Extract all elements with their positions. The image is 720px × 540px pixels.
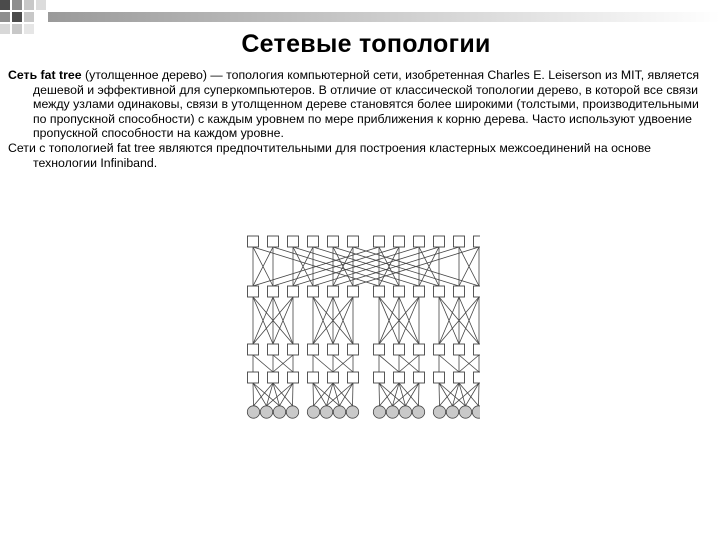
switch-node bbox=[374, 344, 385, 355]
switch-node bbox=[288, 372, 299, 383]
switch-node bbox=[268, 344, 279, 355]
switch-node bbox=[308, 236, 319, 247]
switch-node bbox=[348, 286, 359, 297]
switch-node bbox=[474, 236, 481, 247]
switch-node bbox=[394, 236, 405, 247]
leaf-node bbox=[333, 406, 345, 418]
switch-node bbox=[268, 236, 279, 247]
link-line bbox=[379, 355, 399, 372]
switch-node bbox=[328, 344, 339, 355]
switch-node bbox=[308, 372, 319, 383]
link-line bbox=[439, 355, 459, 372]
switch-node bbox=[474, 286, 481, 297]
switch-node bbox=[474, 344, 481, 355]
link-line bbox=[419, 383, 420, 406]
switch-node bbox=[394, 344, 405, 355]
deco-square bbox=[0, 0, 10, 10]
switch-node bbox=[248, 372, 259, 383]
leaf-node bbox=[412, 406, 424, 418]
link-line bbox=[479, 383, 480, 406]
paragraph-fat-tree bbox=[8, 68, 708, 141]
switch-node bbox=[328, 286, 339, 297]
switch-node bbox=[434, 286, 445, 297]
link-line bbox=[253, 355, 273, 372]
switch-node bbox=[288, 344, 299, 355]
switch-node bbox=[454, 344, 465, 355]
switch-node bbox=[248, 236, 259, 247]
switch-node bbox=[374, 286, 385, 297]
switch-node bbox=[248, 344, 259, 355]
leaf-node bbox=[433, 406, 445, 418]
switch-node bbox=[434, 344, 445, 355]
deco-square bbox=[0, 12, 10, 22]
switch-node bbox=[414, 236, 425, 247]
deco-square bbox=[24, 0, 34, 10]
link-line bbox=[466, 383, 480, 406]
link-line bbox=[253, 383, 254, 406]
deco-square bbox=[12, 12, 22, 22]
leaf-node bbox=[399, 406, 411, 418]
leaf-node bbox=[247, 406, 259, 418]
leaf-node bbox=[273, 406, 285, 418]
switch-node bbox=[288, 236, 299, 247]
fat-tree-diagram bbox=[236, 230, 480, 420]
switch-node bbox=[328, 372, 339, 383]
link-line bbox=[313, 383, 314, 406]
link-line bbox=[379, 383, 380, 406]
leaf-node bbox=[386, 406, 398, 418]
switch-node bbox=[454, 372, 465, 383]
switch-node bbox=[268, 286, 279, 297]
leaf-node bbox=[260, 406, 272, 418]
switch-node bbox=[414, 286, 425, 297]
slide-title: Сетевые топологии bbox=[241, 30, 491, 58]
deco-square bbox=[36, 0, 46, 10]
switch-node bbox=[268, 372, 279, 383]
switch-node bbox=[394, 372, 405, 383]
switch-node bbox=[414, 344, 425, 355]
deco-square bbox=[24, 12, 34, 22]
leaf-node bbox=[346, 406, 358, 418]
switch-node bbox=[328, 236, 339, 247]
paragraph-text: (утолщенное дерево) — топология компьютерной сети, изобретенная Charles E. Leiserson из MIT, является дешевой и эффективной для суперкомпьютеров. В отличие от классической топологии дерево, в которой все связи между узлами одинаковы, связи в утолщенном дереве становятся более широкими (толстыми, производительными по пропускной способности) с каждым уровнем по мере приближения к корню дерева. Часто используют удвоение пропускной способности на каждом уровне. bbox=[33, 68, 700, 141]
leaf-node bbox=[373, 406, 385, 418]
link-line bbox=[313, 383, 327, 406]
switch-node bbox=[454, 286, 465, 297]
link-line bbox=[313, 355, 333, 372]
link-line bbox=[379, 383, 393, 406]
leaf-node bbox=[307, 406, 319, 418]
link-line bbox=[406, 383, 420, 406]
link-line bbox=[253, 383, 267, 406]
switch-node bbox=[348, 372, 359, 383]
switch-node bbox=[348, 344, 359, 355]
switch-node bbox=[374, 372, 385, 383]
leaf-node bbox=[459, 406, 471, 418]
switch-node bbox=[288, 286, 299, 297]
link-line bbox=[439, 383, 453, 406]
switch-node bbox=[308, 286, 319, 297]
switch-node bbox=[308, 344, 319, 355]
switch-node bbox=[414, 372, 425, 383]
switch-node bbox=[454, 236, 465, 247]
link-line bbox=[340, 383, 354, 406]
switch-node bbox=[248, 286, 259, 297]
switch-node bbox=[434, 236, 445, 247]
link-line bbox=[293, 383, 294, 406]
paragraph-infiniband bbox=[8, 141, 708, 170]
link-line bbox=[439, 383, 440, 406]
leaf-node bbox=[446, 406, 458, 418]
slide-body bbox=[8, 68, 708, 170]
paragraph-text: Сети с топологией fat tree являются предпочтительными для построения кластерных межсоединений на основе технологии Infiniband. bbox=[8, 140, 651, 170]
deco-square bbox=[12, 0, 22, 10]
switch-node bbox=[394, 286, 405, 297]
leaf-node bbox=[320, 406, 332, 418]
header-gradient-bar bbox=[48, 12, 720, 22]
term-fat-tree: Сеть fat tree bbox=[8, 68, 82, 82]
leaf-node bbox=[286, 406, 298, 418]
link-line bbox=[353, 383, 354, 406]
switch-node bbox=[474, 372, 481, 383]
leaf-node bbox=[472, 406, 480, 418]
switch-node bbox=[348, 236, 359, 247]
switch-node bbox=[434, 372, 445, 383]
switch-node bbox=[374, 236, 385, 247]
link-line bbox=[280, 383, 294, 406]
